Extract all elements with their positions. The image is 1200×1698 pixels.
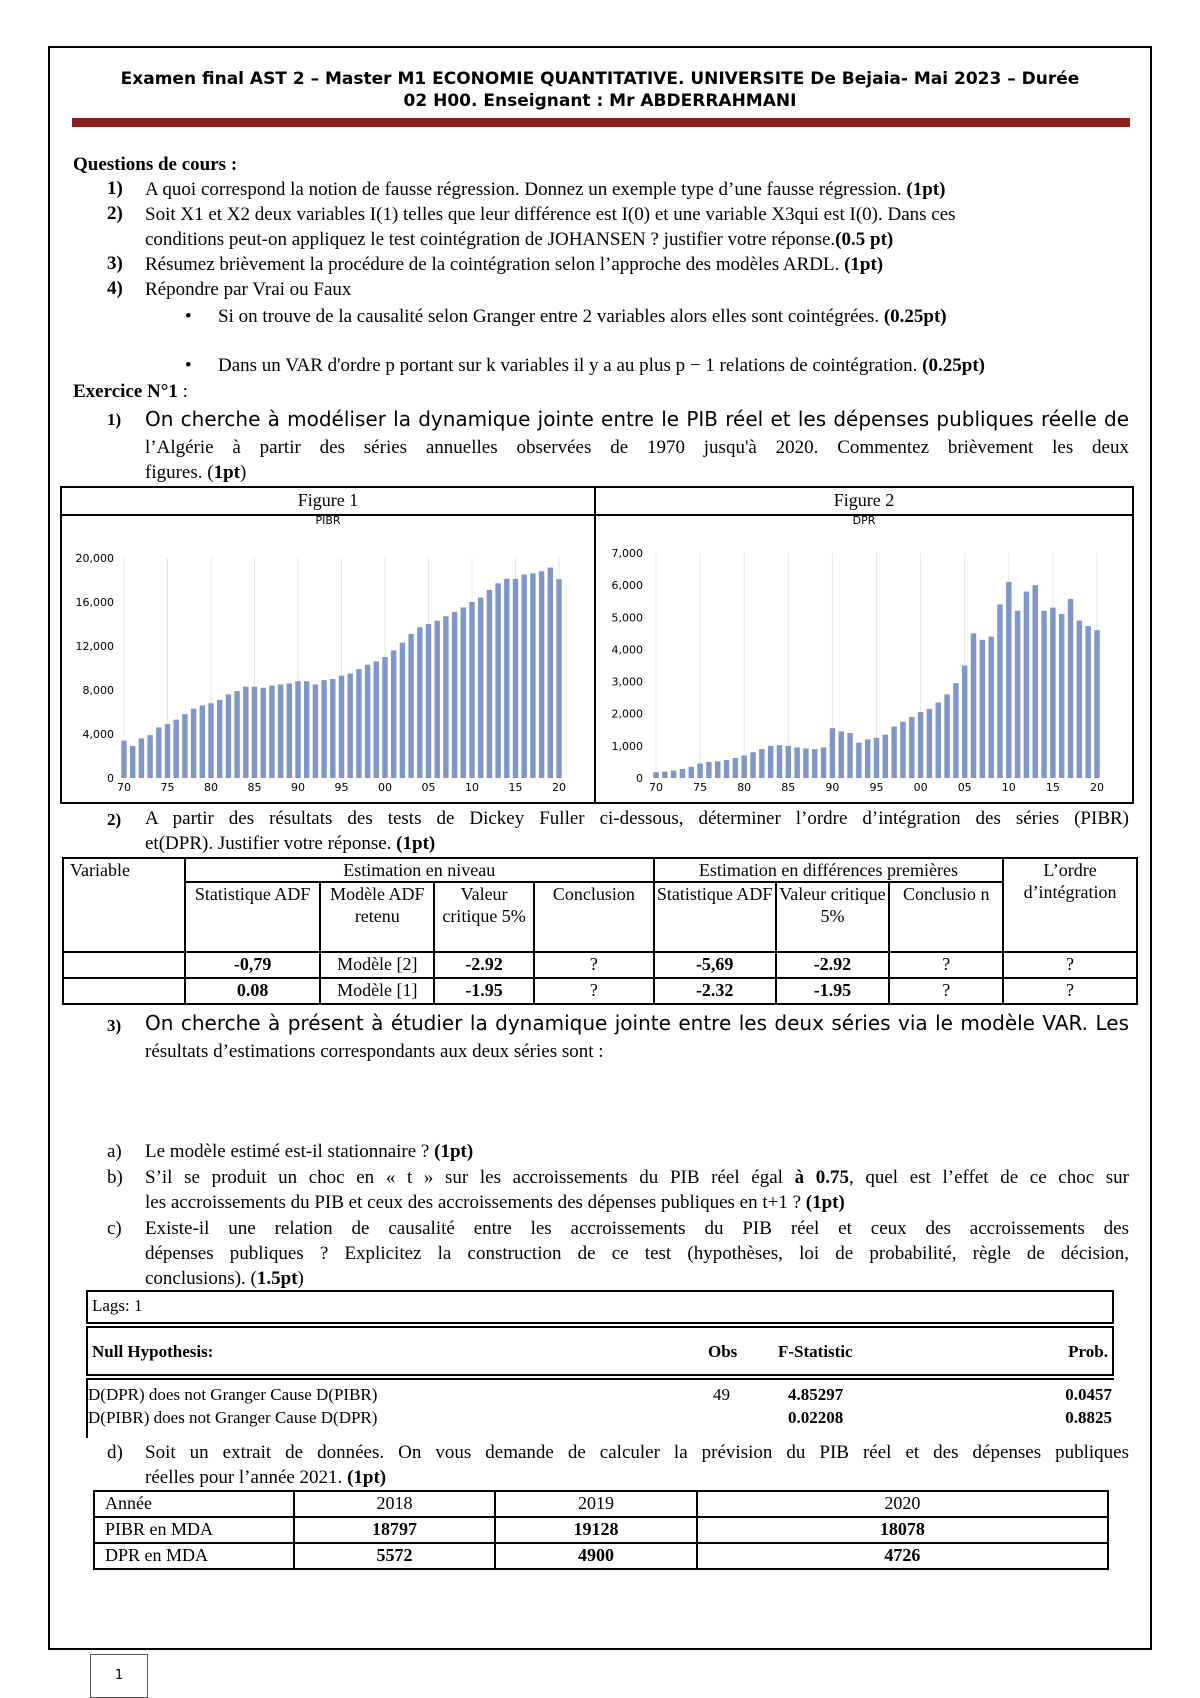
chart-2-bar <box>962 666 967 779</box>
granger-header-box <box>86 1326 1114 1376</box>
header-rule <box>72 118 1130 127</box>
chart-2-bar <box>936 702 941 778</box>
chart-1-x-tick-label: 10 <box>465 781 479 794</box>
chart-2-bar <box>768 746 773 778</box>
granger-h-f: F-Statistic <box>778 1342 853 1361</box>
chart-2-x-tick-label: 70 <box>649 781 663 794</box>
adf-header-diff: Estimation en différences premières <box>654 858 1003 882</box>
chart-2-y-tick-label: 4,000 <box>611 643 643 657</box>
chart-2-bar <box>909 717 914 778</box>
q4-text: Répondre par Vrai ou Faux <box>145 279 352 300</box>
table-row <box>94 1517 1108 1543</box>
chart-1-bar <box>522 575 527 779</box>
p2-points: (1pt) <box>396 833 436 854</box>
table-row <box>63 952 1137 978</box>
adf-table <box>62 857 1138 1005</box>
chart-2-bar <box>653 772 658 778</box>
chart-2-x-tick-label: 05 <box>957 781 972 794</box>
q2-line-1: Soit X1 et X2 deux variables I(1) telles que leur différence est I(0) et une variable X3qui est I(0). Dans ces <box>145 204 956 225</box>
adf-row2-stat: 0.08 <box>185 978 321 1004</box>
chart-2-y-tick-label: 6,000 <box>611 579 643 593</box>
qd-number: d) <box>107 1442 123 1463</box>
chart-2-bar <box>750 752 755 778</box>
chart-2-bar <box>900 722 905 778</box>
q4-item-1-points: (0.25pt) <box>883 306 947 327</box>
adf-subheader-stat: Statistique ADF <box>185 882 321 952</box>
q4-number: 4) <box>107 278 123 299</box>
chart-2-x-tick-label: 75 <box>693 781 708 794</box>
chart-2-bar <box>997 604 1002 778</box>
adf-subheader-modele: Modèle ADF retenu <box>320 882 434 952</box>
chart-1-y-tick-label: 0 <box>107 772 114 785</box>
chart-1-bar <box>348 674 353 779</box>
q2-number: 2) <box>107 203 123 224</box>
q1-text <box>145 178 945 202</box>
cours-title: Questions de cours : <box>73 154 238 175</box>
table-row <box>63 978 1137 1004</box>
data-dpr-2018: 5572 <box>294 1543 496 1569</box>
p1-points: 1pt <box>213 462 240 483</box>
chart-2-y-tick-label: 2,000 <box>611 707 643 721</box>
chart-2-bar <box>927 709 932 778</box>
chart-1-bar <box>156 727 161 778</box>
chart-2-bar <box>988 637 993 778</box>
chart-1-bar <box>313 685 318 779</box>
chart-2-svg <box>596 488 1132 802</box>
chart-1-bar <box>530 573 535 778</box>
chart-2-bar <box>1059 614 1064 778</box>
qc-points: 1.5pt <box>256 1268 298 1289</box>
chart-1-bar <box>165 724 170 778</box>
chart-2-bar <box>733 758 738 778</box>
q4-item-1 <box>218 305 947 329</box>
chart-1-x-tick-label: 75 <box>160 781 175 794</box>
chart-2-x-tick-label: 15 <box>1045 781 1060 794</box>
chart-1-y-tick-label: 16,000 <box>75 596 114 609</box>
data-dpr-2019: 4900 <box>495 1543 697 1569</box>
chart-1-bar <box>356 669 361 778</box>
granger-r1-prob: 0.0457 <box>1065 1385 1112 1404</box>
granger-h-obs: Obs <box>708 1342 738 1361</box>
chart-1-bar <box>269 686 274 778</box>
adf-row1-modele: Modèle [2] <box>320 952 434 978</box>
chart-1-bar <box>487 590 492 778</box>
chart-1-bar <box>295 681 300 778</box>
p2-line-2 <box>145 832 435 856</box>
chart-1-bar <box>374 661 379 778</box>
chart-1-bar <box>243 687 248 778</box>
qd-points: (1pt) <box>347 1467 387 1488</box>
adf-row1-concl-diff: ? <box>889 952 1003 978</box>
data-pibr-label: PIBR en MDA <box>94 1517 294 1543</box>
chart-2-x-tick-label: 90 <box>825 781 840 794</box>
chart-2-bar <box>680 769 685 778</box>
chart-1-x-tick-label: 20 <box>552 781 566 794</box>
chart-1-bar <box>513 579 518 778</box>
chart-1-bar <box>226 694 231 778</box>
chart-2-bar <box>715 761 720 778</box>
adf-row2-var <box>63 978 185 1004</box>
chart-1-bar <box>130 746 135 778</box>
q1-number: 1) <box>107 178 123 199</box>
qb-points: (1pt) <box>805 1192 845 1213</box>
adf-row2-valeur-diff: -1.95 <box>776 978 890 1004</box>
adf-header-ordre: L’ordre d’intégration <box>1003 858 1137 952</box>
chart-1-y-tick-label: 8,000 <box>82 684 114 697</box>
adf-row2-stat-diff: -2.32 <box>654 978 776 1004</box>
chart-2-x-tick-label: 10 <box>1001 781 1016 794</box>
chart-2-bar <box>1015 611 1020 778</box>
chart-2-x-tick-label: 85 <box>781 781 796 794</box>
chart-1-bar <box>478 598 483 778</box>
header-line-1: Examen final AST 2 – Master M1 ECONOMIE QUANTITATIVE. UNIVERSITE De Bejaia- Mai 2023 – Durée <box>120 69 1080 89</box>
qb-line-1 <box>145 1166 1129 1190</box>
chart-1-bar <box>200 705 205 778</box>
chart-2-bar <box>741 756 746 779</box>
page-number: 1 <box>90 1654 148 1698</box>
data-pibr-2018: 18797 <box>294 1517 496 1543</box>
qa-points: (1pt) <box>434 1141 474 1162</box>
chart-1-bar <box>339 676 344 778</box>
chart-2-bar <box>1094 630 1099 778</box>
chart-1-y-tick-label: 12,000 <box>75 640 114 653</box>
qa-text <box>145 1140 473 1164</box>
data-year-2018: 2018 <box>294 1491 496 1517</box>
adf-subheader-valeur-diff: Valeur critique 5% <box>776 882 890 952</box>
granger-r1-f: 4.85297 <box>788 1385 844 1404</box>
qc-paren: ) <box>297 1268 304 1289</box>
chart-1-bar <box>417 627 422 778</box>
qb-line-1b: à 0.75 <box>794 1167 849 1188</box>
p3-number: 3) <box>107 1016 122 1035</box>
chart-2-bar <box>1033 585 1038 778</box>
chart-2-x-tick-label: 20 <box>1090 781 1104 794</box>
granger-r1-obs: 49 <box>713 1385 730 1404</box>
chart-2-x-tick-label: 80 <box>737 781 752 794</box>
chart-1-title: PIBR <box>315 514 341 527</box>
p1-number: 1) <box>107 410 122 429</box>
chart-2-bar <box>944 694 949 778</box>
chart-1-bar <box>469 602 474 778</box>
qd-line-1: Soit un extrait de données. On vous demande de calculer la prévision du PIB réel et des dépenses publiques <box>145 1442 1129 1463</box>
adf-subheader-conclusion: Conclusion <box>534 882 654 952</box>
chart-1-bar <box>461 608 466 779</box>
adf-subheader-conclusion-diff: Conclusio n <box>889 882 1003 952</box>
chart-2-bar <box>794 747 799 778</box>
granger-h-null: Null Hypothesis: <box>92 1342 214 1361</box>
p1-line-1: On cherche à modéliser la dynamique jointe entre le PIB réel et les dépenses publiques réelle de <box>145 407 1129 431</box>
chart-1-bar <box>365 665 370 778</box>
q3-number: 3) <box>107 253 123 274</box>
chart-2-bar <box>971 633 976 778</box>
chart-2-bar <box>1068 599 1073 778</box>
q4-bullet-2: • <box>185 355 192 376</box>
header-line-2: 02 H00. Enseignant : Mr ABDERRAHMANI <box>403 91 797 111</box>
granger-h-prob: Prob. <box>1068 1342 1108 1361</box>
p1-line-2: l’Algérie à partir des séries annuelles observées de 1970 jusqu'à 2020. Commentez brièvement les deux <box>145 437 1129 458</box>
adf-row2-valeur: -1.95 <box>434 978 534 1004</box>
data-pibr-2019: 19128 <box>495 1517 697 1543</box>
exo-title: Exercice N°1 <box>73 381 178 402</box>
q3-text <box>145 253 883 277</box>
chart-2-x-tick-label: 95 <box>869 781 884 794</box>
adf-subheader-valeur: Valeur critique 5% <box>434 882 534 952</box>
chart-2-bar <box>697 764 702 778</box>
chart-1-bar <box>147 735 152 778</box>
chart-2-bar <box>821 747 826 778</box>
chart-1-bar <box>174 720 179 778</box>
qb-line-2 <box>145 1191 845 1215</box>
chart-2-bar <box>1006 582 1011 778</box>
chart-2-y-tick-label: 1,000 <box>611 739 643 753</box>
chart-1-bar <box>330 679 335 778</box>
chart-2-bar <box>838 731 843 778</box>
q2-line-2 <box>145 228 893 252</box>
q2-points: (0.5 pt) <box>835 229 894 250</box>
chart-1-bar <box>556 579 561 778</box>
qc-line-3-text: conclusions). ( <box>145 1268 257 1289</box>
chart-2-bar <box>671 771 676 778</box>
granger-r2-f: 0.02208 <box>788 1408 844 1427</box>
chart-2-bar <box>759 749 764 778</box>
chart-2-bar <box>724 760 729 778</box>
figure-1-label: Figure 1 <box>297 490 359 510</box>
granger-lags-box <box>86 1290 1114 1324</box>
chart-2-title: DPR <box>852 514 876 527</box>
chart-1-bar <box>408 634 413 778</box>
figure-1-box <box>60 486 596 804</box>
chart-1-x-tick-label: 05 <box>421 781 436 794</box>
chart-1-bar <box>182 714 187 778</box>
data-table <box>93 1490 1109 1570</box>
chart-1-bar <box>548 568 553 778</box>
granger-r2-prob: 0.8825 <box>1065 1408 1112 1427</box>
qa-body: Le modèle estimé est-il stationnaire ? <box>145 1141 435 1162</box>
chart-1-y-tick-label: 20,000 <box>75 552 114 565</box>
q1-body: A quoi correspond la notion de fausse régression. Donnez un exemple type d’une fausse régression. <box>145 179 902 200</box>
chart-2-bar <box>953 683 958 778</box>
chart-2-bar <box>865 739 870 778</box>
p3-line-1: On cherche à présent à étudier la dynamique jointe entre les deux séries via le modèle VAR. Les <box>145 1011 1129 1035</box>
chart-1-bar <box>539 571 544 778</box>
qd-line-2 <box>145 1466 386 1490</box>
chart-2-y-tick-label: 0 <box>636 772 643 785</box>
chart-1-bar <box>191 709 196 778</box>
qc-line-1: Existe-il une relation de causalité entre les accroissements du PIB réel et ceux des accroissements des <box>145 1218 1129 1239</box>
chart-1-x-tick-label: 70 <box>117 781 131 794</box>
adf-header-variable: Variable <box>63 858 185 952</box>
chart-1-bar <box>287 683 292 778</box>
chart-2-bar <box>777 745 782 778</box>
figure-2-box <box>594 486 1134 804</box>
chart-1-x-tick-label: 90 <box>291 781 305 794</box>
chart-1-bar <box>321 680 326 778</box>
exam-header <box>68 68 1132 112</box>
p1-line-3-text: figures. ( <box>145 462 214 483</box>
chart-1-x-tick-label: 00 <box>378 781 392 794</box>
granger-r1-hyp: D(DPR) does not Granger Cause D(PIBR) <box>88 1385 378 1404</box>
chart-2-bar <box>1077 621 1082 779</box>
chart-2-bar <box>662 772 667 778</box>
chart-1-bar <box>452 612 457 778</box>
chart-1-bar <box>261 688 266 778</box>
adf-subheader-stat-diff: Statistique ADF <box>654 882 776 952</box>
qb-body: les accroissements du PIB et ceux des accroissements des dépenses publiques en t+1 ? <box>145 1192 806 1213</box>
adf-row2-modele: Modèle [1] <box>320 978 434 1004</box>
p1-line-3 <box>145 461 246 485</box>
chart-1-y-tick-label: 4,000 <box>82 728 114 741</box>
chart-2-bar <box>786 746 791 778</box>
adf-row1-ordre: ? <box>1003 952 1137 978</box>
qc-number: c) <box>107 1218 122 1239</box>
data-h-annee: Année <box>94 1491 294 1517</box>
chart-2-bar <box>980 640 985 778</box>
q4-item-2 <box>218 354 985 378</box>
p1-paren: ) <box>240 462 247 483</box>
chart-1-bar <box>435 621 440 778</box>
chart-1-x-tick-label: 15 <box>508 781 523 794</box>
qb-number: b) <box>107 1167 123 1188</box>
granger-body-box <box>86 1378 1114 1438</box>
chart-1-x-tick-label: 80 <box>204 781 218 794</box>
qb-line-1c: , quel est l’effet de ce choc sur <box>848 1167 1130 1188</box>
adf-row1-var <box>63 952 185 978</box>
adf-row2-concl-diff: ? <box>889 978 1003 1004</box>
p2-number: 2) <box>107 810 122 829</box>
chart-2-bar <box>1050 608 1055 778</box>
chart-2-bar <box>830 728 835 778</box>
chart-1-bar <box>217 700 222 778</box>
p2-line-1: A partir des résultats des tests de Dickey Fuller ci-dessous, déterminer l’ordre d’intégration des séries (PIBR) <box>145 808 1129 829</box>
data-year-2019: 2019 <box>495 1491 697 1517</box>
figure-2-label: Figure 2 <box>833 490 895 510</box>
chart-1-bar <box>278 685 283 779</box>
adf-row2-concl: ? <box>534 978 654 1004</box>
chart-2-bar <box>891 727 896 778</box>
adf-header-niveau: Estimation en niveau <box>185 858 654 882</box>
chart-2-bar <box>1041 611 1046 778</box>
p3-line-2: résultats d’estimations correspondants aux deux séries sont : <box>145 1041 604 1062</box>
qd-body: réelles pour l’année 2021. <box>145 1467 348 1488</box>
q1-points: (1pt) <box>901 179 946 200</box>
q4-bullet-1: • <box>185 306 192 327</box>
q4-item-2-points: (0.25pt) <box>922 355 985 376</box>
chart-2-bar <box>883 735 888 778</box>
chart-2-bar <box>874 738 879 778</box>
qb-line-1a: S’il se produit un choc en « t » sur les accroissements du PIB réel égal <box>145 1167 795 1188</box>
chart-2-y-tick-label: 3,000 <box>611 675 643 689</box>
data-dpr-2020: 4726 <box>697 1543 1108 1569</box>
adf-row1-stat: -0,79 <box>185 952 321 978</box>
chart-1-bar <box>400 643 405 778</box>
chart-1-bar <box>391 650 396 778</box>
adf-row1-stat-diff: -5,69 <box>654 952 776 978</box>
chart-2-x-tick-label: 00 <box>913 781 928 794</box>
chart-1-bar <box>234 691 239 778</box>
data-dpr-label: DPR en MDA <box>94 1543 294 1569</box>
exo-title-line <box>73 380 188 404</box>
chart-1-bar <box>426 624 431 778</box>
qc-line-2: dépenses publiques ? Explicitez la construction de ce test (hypothèses, loi de probabilité, règle de décision, <box>145 1243 1129 1264</box>
chart-1-bar <box>208 703 213 778</box>
chart-1-x-tick-label: 85 <box>247 781 262 794</box>
chart-2-bar <box>847 733 852 778</box>
q3-body: Résumez brièvement la procédure de la cointégration selon l’approche des modèles ARDL. <box>145 254 845 275</box>
chart-1-x-tick-label: 95 <box>334 781 349 794</box>
chart-2-bar <box>689 767 694 778</box>
adf-row1-concl: ? <box>534 952 654 978</box>
qc-line-3 <box>145 1267 304 1291</box>
chart-1-bar <box>304 681 309 778</box>
chart-2-bar <box>918 712 923 778</box>
q3-points: (1pt) <box>844 254 884 275</box>
chart-1-bar <box>382 657 387 778</box>
chart-1-svg <box>62 488 594 802</box>
chart-2-y-tick-label: 7,000 <box>611 547 643 560</box>
chart-2-bar <box>812 749 817 778</box>
adf-row1-valeur-diff: -2.92 <box>776 952 890 978</box>
chart-1-bar <box>504 579 509 778</box>
q4-item-2-text: Dans un VAR d'ordre p portant sur k variables il y a au plus p − 1 relations de cointégration. <box>218 355 923 376</box>
exo-colon: : <box>177 381 188 402</box>
granger-lags: Lags: 1 <box>92 1296 143 1315</box>
chart-2-bar <box>706 762 711 778</box>
chart-1-bar <box>252 687 257 778</box>
qa-number: a) <box>107 1141 122 1162</box>
granger-r2-hyp: D(PIBR) does not Granger Cause D(DPR) <box>88 1408 378 1427</box>
chart-1-bar <box>495 583 500 778</box>
table-row <box>94 1543 1108 1569</box>
chart-1-bar <box>121 741 126 778</box>
q4-item-1-text: Si on trouve de la causalité selon Granger entre 2 variables alors elles sont cointégrées. <box>218 306 884 327</box>
chart-2-bar <box>803 748 808 778</box>
data-year-2020: 2020 <box>697 1491 1108 1517</box>
chart-2-bar <box>856 743 861 778</box>
data-pibr-2020: 18078 <box>697 1517 1108 1543</box>
chart-1-bar <box>139 738 144 778</box>
chart-1-bar <box>443 616 448 778</box>
q2-body: conditions peut-on appliquez le test cointégration de JOHANSEN ? justifier votre réponse. <box>145 229 836 250</box>
adf-row2-ordre: ? <box>1003 978 1137 1004</box>
chart-2-bar <box>1085 626 1090 778</box>
p2-body: et(DPR). Justifier votre réponse. <box>145 833 397 854</box>
chart-2-y-tick-label: 5,000 <box>611 611 643 625</box>
chart-2-bar <box>1024 592 1029 778</box>
adf-row1-valeur: -2.92 <box>434 952 534 978</box>
